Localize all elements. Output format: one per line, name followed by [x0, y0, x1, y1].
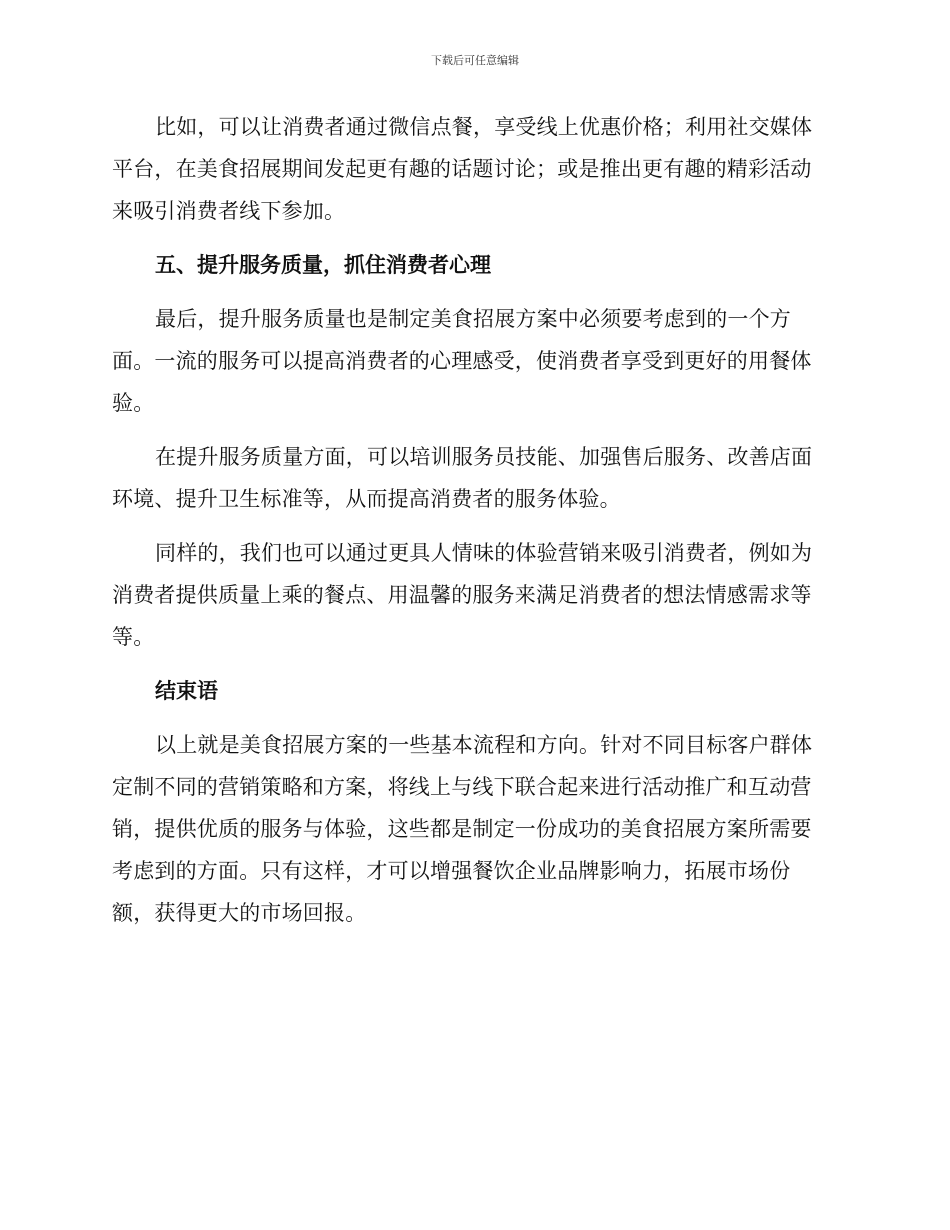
paragraph-experience-marketing: 同样的，我们也可以通过更具人情味的体验营销来吸引消费者，例如为消费者提供质量上乘的餐点、用温馨的服务来满足消费者的想法情感需求等等。 — [112, 541, 813, 649]
page-header: 下载后可任意编辑 — [431, 54, 519, 67]
section-heading-service-quality: 五、提升服务质量，抓住消费者心理 — [155, 253, 491, 277]
paragraph-conclusion: 以上就是美食招展方案的一些基本流程和方向。针对不同目标客户群体定制不同的营销策略和方案，将线上与线下联合起来进行活动推广和互动营销，提供优质的服务与体验，这些都是制定一份成功的美食招展方案所需要考虑到的方面。只有这样，才可以增强餐饮企业品牌影响力，拓展市场份额，获得更大的市场回报。 — [112, 733, 813, 925]
paragraph-service-measures: 在提升服务质量方面，可以培训服务员技能、加强售后服务、改善店面环境、提升卫生标准等，从而提高消费者的服务体验。 — [112, 445, 813, 511]
section-heading-conclusion: 结束语 — [155, 679, 218, 703]
document-body — [112, 106, 830, 946]
paragraph-service-importance: 最后，提升服务质量也是制定美食招展方案中必须要考虑到的一个方面。一流的服务可以提高消费者的心理感受，使消费者享受到更好的用餐体验。 — [112, 307, 812, 415]
paragraph-online-promotion: 比如，可以让消费者通过微信点餐，享受线上优惠价格；利用社交媒体平台，在美食招展期间发起更有趣的话题讨论；或是推出更有趣的精彩活动来吸引消费者线下参加。 — [112, 115, 813, 223]
